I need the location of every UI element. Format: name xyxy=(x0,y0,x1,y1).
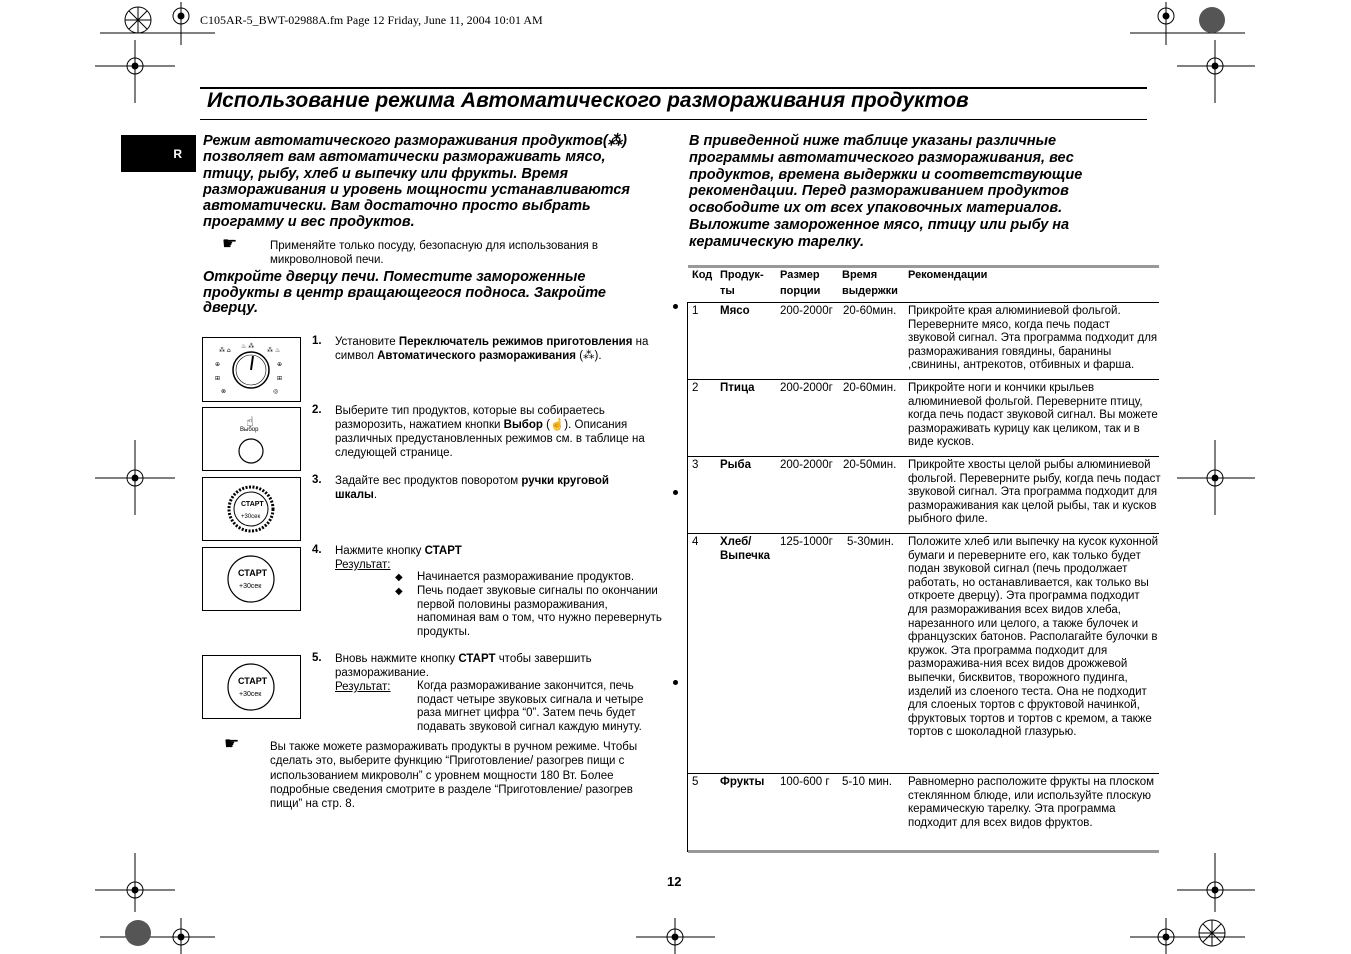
step-5-text: Вновь нажмите кнопку СТАРТ чтобы завершить размораживание. xyxy=(335,653,592,679)
row-divider xyxy=(688,379,1159,380)
svg-text:⊕: ⊕ xyxy=(277,361,283,368)
step-5-number: 5. xyxy=(312,652,322,664)
row-4-recommendation: Положите хлеб или выпечку на кусок кухонной бумаги и переверните его, как только будет подан звуковой сигнал (печь продолжает работать, но останавливается, как только вы откроете дверцу). Эта программа подходит для размораживания всех видов хлеба, нарезанного или целого, а также булочек и французских батонов. Располагайте булочки в кружок. Эта программа подходит для разморажива-ния всех видов дрожжевой выпечки, бисквитов, творожного пудинга, изделий из слоеного теста. Она не подходит для слоеных тортов с фруктовой начинкой, фруктовых тортов и тортов с кремом, а также тортов с шоколадной глазурью. xyxy=(908,536,1159,739)
row-4-code: 4 xyxy=(692,536,699,548)
row-1-code: 1 xyxy=(692,305,699,317)
knob-ring-icon xyxy=(229,487,273,531)
row-4-time: 5-30мин. xyxy=(847,536,894,548)
table-left-border xyxy=(687,302,688,852)
svg-text:⊕: ⊕ xyxy=(215,361,221,368)
row-2-recommendation: Прикройте ноги и кончики крыльев алюминиевой фольгой. Переверните птицу, когда печь подаст звуковой сигнал. Вы можете размораживать курицу как целиком, так и в виде кусков. xyxy=(908,382,1158,449)
row-divider xyxy=(688,533,1159,534)
step-4-text: Нажмите кнопку СТАРТ xyxy=(335,545,462,557)
select-button-circle xyxy=(239,439,263,463)
row-5-recommendation: Равномерно расположите фрукты на плоском стеклянном блюде, или используйте плоскую керамическую тарелку. Эта программа подходит для всех видов фруктов. xyxy=(908,776,1155,829)
pointing-hand-icon: ☛ xyxy=(224,734,240,753)
row-3-product: Рыба xyxy=(720,459,751,471)
row-4-size: 125-1000г xyxy=(780,536,833,548)
row-3-code: 3 xyxy=(692,459,699,471)
step-2-number: 2. xyxy=(312,404,322,416)
row-1-recommendation: Прикройте края алюминиевой фольгой. Переверните мясо, когда печь подаст звуковой сигнал. Эта программа подходит для размораживания говядины, баранины ,свинины, антрекотов, отбивных и фарша. xyxy=(908,305,1158,372)
row-2-size: 200-2000г xyxy=(780,382,833,394)
step-3-text: Задайте вес продуктов поворотом ручки круговой шкалы. xyxy=(335,475,609,501)
row-5-time: 5-10 мин. xyxy=(842,776,893,788)
page-number: 12 xyxy=(667,874,682,889)
table-header-product: Продук-ты xyxy=(720,269,764,297)
svg-text:⊗: ⊗ xyxy=(221,388,227,395)
svg-text:◎: ◎ xyxy=(273,388,279,395)
svg-text:⊞: ⊞ xyxy=(277,375,283,382)
start-button-figure-1 xyxy=(202,547,301,611)
svg-text:⊞: ⊞ xyxy=(215,375,221,382)
step-1-number: 1. xyxy=(312,335,322,347)
row-5-code: 5 xyxy=(692,776,699,788)
page-title: Использование режима Автоматического размораживания продуктов xyxy=(207,89,969,112)
svg-text:♨ ⁂: ♨ ⁂ xyxy=(241,343,255,350)
start-sub-2: +30сек xyxy=(239,691,262,698)
side-tab: R xyxy=(121,135,196,172)
note-safe-dishes: Применяйте только посуду, безопасную для использования в микроволновой печи. xyxy=(270,240,599,266)
step-4-result-label: Результат: xyxy=(335,559,391,571)
table-header-size: Размер порции xyxy=(780,269,821,297)
row-3-time: 20-50мин. xyxy=(843,459,897,471)
bullet-dot xyxy=(673,680,678,685)
row-5-product: Фрукты xyxy=(720,776,765,788)
start-label-1: СТАРТ xyxy=(238,568,268,578)
row-2-time: 20-60мин. xyxy=(843,382,897,394)
step-1-text: Установите Переключатель режимов приготовления на символ Автоматического размораживания (⁂). xyxy=(335,336,649,362)
step-4-bullet-2: Печь подает звуковые сигналы по окончании первой половины размораживания, напоминая вам о том, что нужно перевернуть продукты. xyxy=(417,585,662,639)
pointing-hand-icon: ☛ xyxy=(222,234,238,253)
table-header-recommendations: Рекомендации xyxy=(908,269,988,281)
diamond-bullet-icon: ◆ xyxy=(395,586,403,597)
row-3-recommendation: Прикройте хвосты целой рыбы алюминиевой фольгой. Переверните рыбу, когда печь подаст звуковой сигнал. Эта программа подходит для размораживания как целой рыбы, так и кусков рыбного филе. xyxy=(908,459,1161,526)
svg-text:⁂ ⌂: ⁂ ⌂ xyxy=(219,347,231,354)
title-bottom-rule xyxy=(200,119,1147,120)
table-header-time: Время выдержки xyxy=(842,269,898,297)
right-intro: В приведенной ниже таблице указаны различные программы автоматического размораживания, вес продуктов, времена выдержки и соответствующие рекомендации. Перед размораживанием продуктов освободите их от всех упаковочных материалов. Выложите замороженное мясо, птицу или рыбу на керамическую тарелку. xyxy=(689,133,1083,250)
start-label-2: СТАРТ xyxy=(238,676,268,686)
knob-figure xyxy=(202,477,301,541)
row-4-product: Хлеб/ Выпечка xyxy=(720,536,771,562)
svg-text:⁂ ♨: ⁂ ♨ xyxy=(267,347,281,354)
start-button-figure-2 xyxy=(202,655,301,719)
open-door-instruction: Откройте дверцу печи. Поместите замороженные продукты в центр вращающегося подноса. Закройте дверцу. xyxy=(203,269,606,316)
table-header-code: Код xyxy=(692,269,713,281)
row-1-product: Мясо xyxy=(720,305,750,317)
knob-start-label: СТАРТ xyxy=(241,501,264,508)
select-button-label: Выбор xyxy=(240,427,259,433)
document-header-line: C105AR-5_BWT-02988A.fm Page 12 Friday, June 11, 2004 10:01 AM xyxy=(200,13,543,27)
table-header-rule xyxy=(688,302,1159,303)
row-2-product: Птица xyxy=(720,382,755,394)
left-intro: Режим автоматического размораживания продуктов(⁂) позволяет вам автоматически размораживать мясо, птицу, рыбу, хлеб и выпечку или фрукты. Время размораживания и уровень мощности устанавливаются автоматически. Вам достаточно просто выбрать программу и вес продуктов. xyxy=(203,133,630,231)
step-4-number: 4. xyxy=(312,544,322,556)
start-sub-1: +30сек xyxy=(239,583,262,590)
mode-dial-figure xyxy=(202,337,301,402)
knob-start-sub: +30сек xyxy=(241,514,261,520)
mode-dial-icon xyxy=(203,338,300,401)
bullet-dot xyxy=(673,490,678,495)
step-5-result-text: Когда размораживание закончится, печь подаст четыре звуковых сигнала и четыре раза мигнет цифра “0”. Затем печь будет подавать звуковой сигнал каждую минуту. xyxy=(417,680,644,734)
step-4-bullet-1: Начинается размораживание продуктов. xyxy=(417,571,635,583)
row-divider xyxy=(688,773,1159,774)
bullet-dot xyxy=(673,304,678,309)
hand-select-icon: ☝ xyxy=(246,415,254,430)
row-divider xyxy=(688,456,1159,457)
row-2-code: 2 xyxy=(692,382,699,394)
table-bottom-rule xyxy=(688,850,1159,853)
step-2-text: Выберите тип продуктов, которые вы собираетесь разморозить, нажатием кнопки Выбор (☝). Описания различных предустановленных режимов см. в таблице на следующей странице. xyxy=(335,405,645,459)
step-3-number: 3. xyxy=(312,474,322,486)
step-5-result-label: Результат: xyxy=(335,681,391,693)
select-button-figure xyxy=(202,407,301,471)
note-manual-defrost: Вы также можете размораживать продукты в ручном режиме. Чтобы сделать это, выберите функцию “Приготовление/ разогрев пищи с использованием микроволн” с уровнем мощности 180 Вт. Более подробные сведения смотрите в разделе “Приготовление/ разогрев пищи” на стр. 8. xyxy=(270,741,638,811)
row-1-time: 20-60мин. xyxy=(843,305,897,317)
row-1-size: 200-2000г xyxy=(780,305,833,317)
row-3-size: 200-2000г xyxy=(780,459,833,471)
row-5-size: 100-600 г xyxy=(780,776,830,788)
diamond-bullet-icon: ◆ xyxy=(395,572,403,583)
